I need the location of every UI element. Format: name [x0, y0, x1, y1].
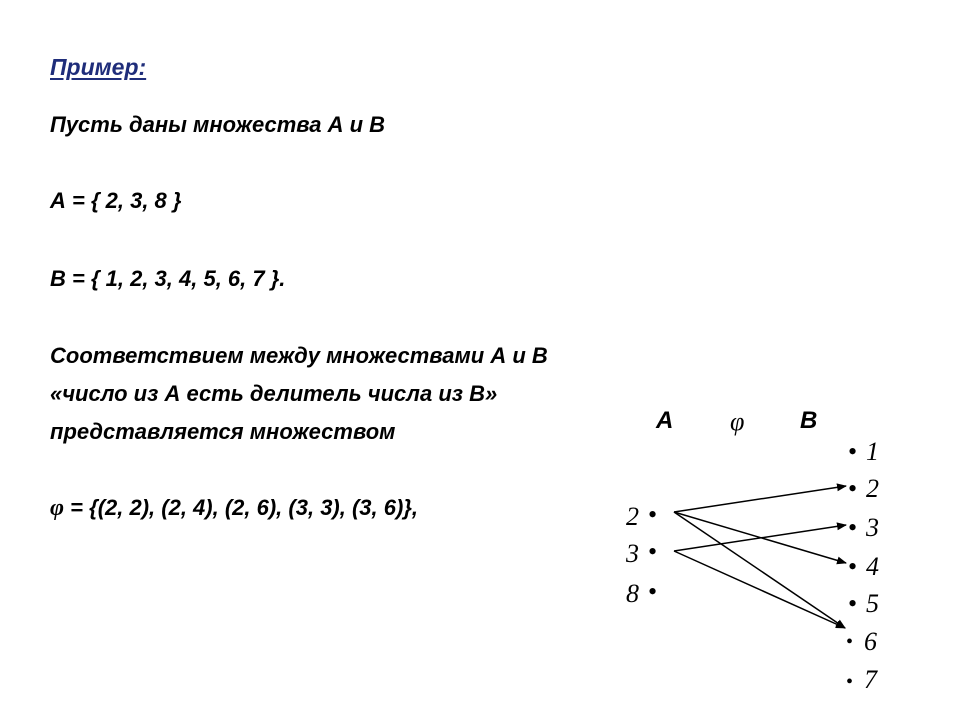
- set-b-dot: •: [848, 437, 858, 466]
- set-b-element: 4: [866, 552, 879, 581]
- set-b-element: 7: [864, 665, 877, 694]
- set-a-element: 2: [626, 502, 639, 531]
- set-a-dot: •: [648, 577, 658, 606]
- set-a-element: 3: [626, 539, 639, 568]
- example-heading: Пример:: [50, 54, 147, 80]
- arrow-2-to-2: [674, 486, 846, 512]
- set-a-element: 8: [626, 579, 639, 608]
- diagram-label-b: B: [800, 407, 818, 434]
- arrow-3-to-6: [674, 551, 845, 628]
- set-b-element: 1: [866, 437, 879, 466]
- set-a-definition: А = { 2, 3, 8 }: [50, 188, 182, 213]
- set-b-dot: •: [846, 631, 854, 653]
- set-b-definition: В = { 1, 2, 3, 4, 5, 6, 7 }.: [50, 266, 286, 291]
- correspondence-line-3: представляется множеством: [50, 419, 396, 444]
- set-b-element: 5: [866, 589, 879, 618]
- phi-symbol: φ: [50, 495, 65, 521]
- diagram-label-a: A: [656, 407, 674, 434]
- set-b-dot: •: [846, 671, 854, 693]
- set-b-dot: •: [848, 589, 858, 618]
- set-b-element: 2: [866, 474, 879, 503]
- set-a-dot: •: [648, 537, 658, 566]
- correspondence-line-1: Соответствием между множествами А и В: [50, 343, 548, 368]
- set-b-dot: •: [848, 474, 858, 503]
- set-b-dot: •: [848, 552, 858, 581]
- set-a-dot: •: [648, 500, 658, 529]
- phi-set: = {(2, 2), (2, 4), (2, 6), (3, 3), (3, 6)},: [70, 495, 419, 520]
- diagram-label-phi: φ: [730, 407, 745, 436]
- set-b-dot: •: [848, 513, 858, 542]
- set-b-element: 3: [866, 513, 879, 542]
- set-b-element: 6: [864, 627, 877, 656]
- correspondence-line-2: «число из А есть делитель числа из В»: [50, 381, 498, 406]
- intro-line: Пусть даны множества А и В: [50, 112, 386, 137]
